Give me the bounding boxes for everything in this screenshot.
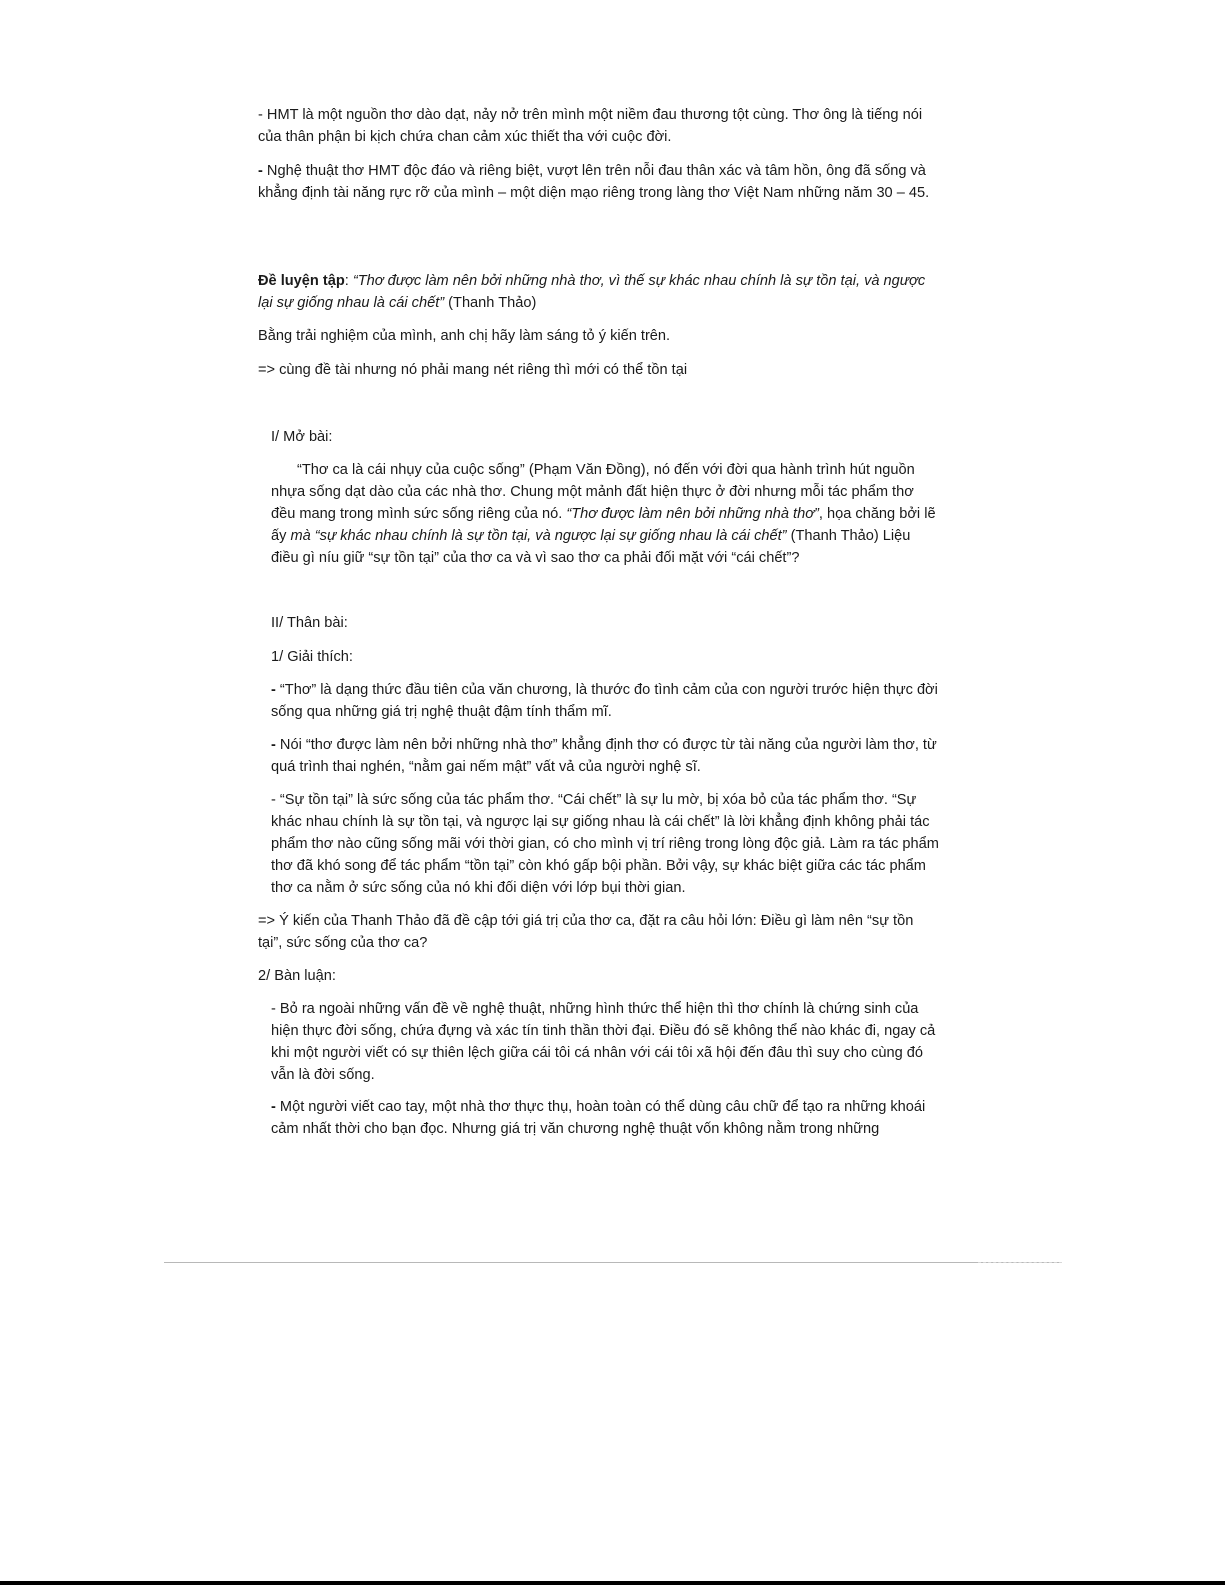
intro-paragraph-1: - HMT là một nguồn thơ dào dạt, nảy nở trên mình một niềm đau thương tột cùng. Thơ ông là tiếng nói của thân phận bi kịch chứa chan cảm xúc thiết tha với cuộc đời. xyxy=(258,107,923,145)
exercise-task: Bằng trải nghiệm của mình, anh chị hãy làm sáng tỏ ý kiến trên. xyxy=(258,328,671,344)
mo-bai-heading: I/ Mở bài: xyxy=(271,429,333,445)
exercise-note: => cùng đề tài nhưng nó phải mang nét riêng thì mới có thể tồn tại xyxy=(258,362,688,378)
giai-thich-heading: 1/ Giải thích: xyxy=(271,649,353,665)
than-bai-heading: II/ Thân bài: xyxy=(271,615,348,631)
ban-luan-paragraph-1: - Bỏ ra ngoài những vấn đề về nghệ thuật, những hình thức thể hiện thì thơ chính là chứng sinh của hiện thực đời sống, chứa đựng và xác tín tinh thần thời đại. Điều đó sẽ không thể nào khác đi, ngay cả khi một người viết có sự thiên lệch giữa cái tôi cá nhân với cái tôi xã hội đến đâu thì suy cho cùng đó vẫn là đời sống. xyxy=(271,1001,936,1083)
giai-thich-paragraph-3: - “Sự tồn tại” là sức sống của tác phẩm thơ. “Cái chết” là sự lu mờ, bị xóa bỏ của tác phẩm thơ. “Sự khác nhau chính là sự tồn tại, và ngược lại sự giống nhau là cái chết” là lời khẳng định không phải tác phẩm thơ nào cũng sống mãi với thời gian, có cho mình vị trí riêng trong lòng độc giả. Làm ra tác phẩm thơ đã khó song để tác phẩm “tồn tại” còn khó gấp bội phần. Bởi vậy, sự khác biệt giữa các tác phẩm thơ ca nằm ở sức sống của nó khi đối diện với lớp bụi thời gian. xyxy=(271,792,939,896)
mo-bai-paragraph: “Thơ ca là cái nhụy của cuộc sống” (Phạm Văn Đồng), nó đến với đời qua hành trình hút nguồn nhựa sống dạt dào của các nhà thơ. Chung một mảnh đất hiện thực ở đời nhưng mỗi tác phẩm thơ đều mang trong mình sức sống riêng của nó. “Thơ được làm nên bởi những nhà thơ”, họa chăng bởi lẽ ấy mà “sự khác nhau chính là sự tồn tại, và ngược lại sự giống nhau là cái chết” (Thanh Thảo) Liệu điều gì níu giữ “sự tồn tại” của thơ ca và vì sao thơ ca phải đối mặt với “cái chết”? xyxy=(271,462,936,566)
page-break-line xyxy=(164,1262,1062,1263)
giai-thich-paragraph-1: - “Thơ” là dạng thức đầu tiên của văn chương, là thước đo tình cảm của con người trước hiện thực đời sống qua những giá trị nghệ thuật đậm tính thẩm mĩ. xyxy=(271,682,938,720)
exercise-quote: “Thơ được làm nên bởi những nhà thơ, vì thế sự khác nhau chính là sự tồn tại, và ngược lại sự giống nhau là cái chết” xyxy=(258,273,926,311)
bottom-edge-bar xyxy=(0,1581,1225,1585)
exercise-prompt: Đề luyện tập: “Thơ được làm nên bởi những nhà thơ, vì thế sự khác nhau chính là sự tồn tại, và ngược lại sự giống nhau là cái chết” (Thanh Thảo) xyxy=(258,273,926,311)
exercise-label: Đề luyện tập xyxy=(258,273,345,289)
ban-luan-heading: 2/ Bàn luận: xyxy=(258,968,336,984)
giai-thich-paragraph-2: - Nói “thơ được làm nên bởi những nhà thơ” khẳng định thơ có được từ tài năng của người làm thơ, từ quá trình thai nghén, “nằm gai nếm mật” vất vả của người nghệ sĩ. xyxy=(271,737,937,775)
page-break-line-tail xyxy=(978,1262,1062,1263)
intro-paragraph-2: - Nghệ thuật thơ HMT độc đáo và riêng biệt, vượt lên trên nỗi đau thân xác và tâm hồn, ông đã sống và khẳng định tài năng rực rỡ của mình – một diện mạo riêng trong làng thơ Việt Nam những năm 30 – 45. xyxy=(258,163,930,201)
ban-luan-paragraph-2: - Một người viết cao tay, một nhà thơ thực thụ, hoàn toàn có thể dùng câu chữ để tạo ra những khoái cảm nhất thời cho bạn đọc. Nhưng giá trị văn chương nghệ thuật vốn không nằm trong những xyxy=(271,1099,926,1137)
giai-thich-conclusion: => Ý kiến của Thanh Thảo đã đề cập tới giá trị của thơ ca, đặt ra câu hỏi lớn: Điều gì làm nên “sự tồn tại”, sức sống của thơ ca? xyxy=(258,913,914,951)
